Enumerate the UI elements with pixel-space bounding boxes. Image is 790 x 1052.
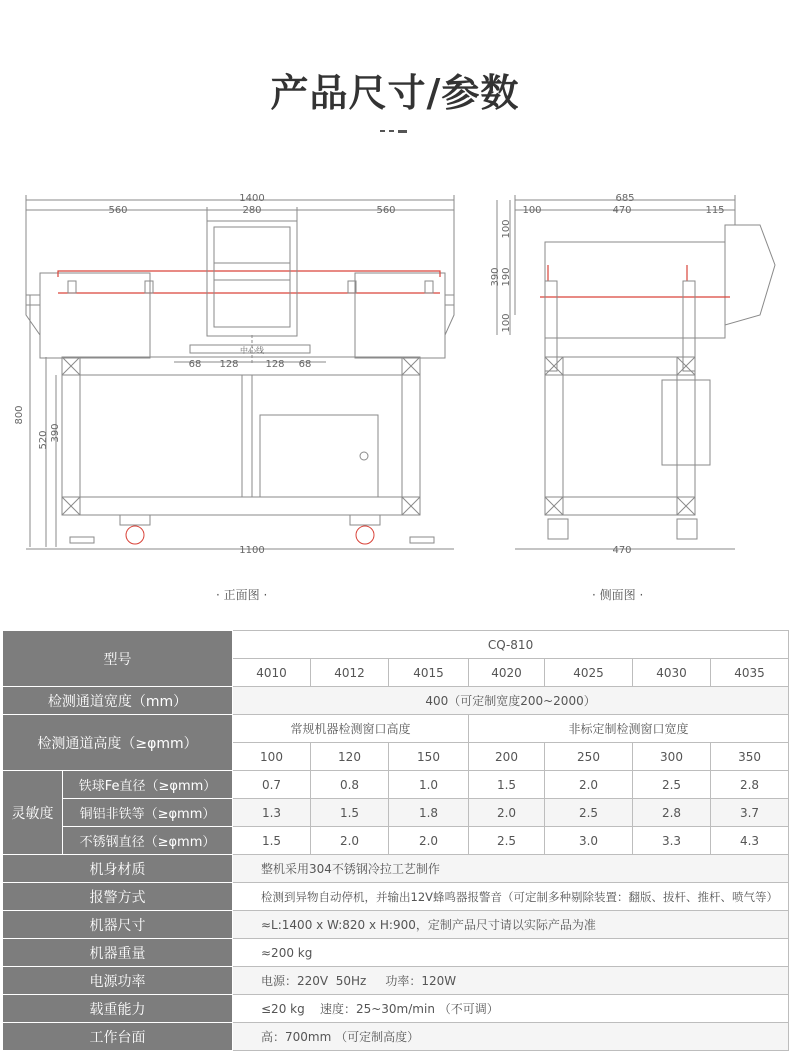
alarm-value: 检测到异物自动停机，并输出12V蜂鸣器报警音（可定制多种剔除装置：翻版、拔杆、推杆、喷气等）	[233, 883, 789, 911]
dim-128-left: 128	[219, 359, 239, 370]
dim-center-line: 中心线	[240, 346, 264, 355]
sens-cell: 2.8	[633, 799, 711, 827]
spec-table	[2, 630, 789, 1051]
sens-ss-label: 不锈钢直径（≥φmm）	[63, 827, 233, 855]
table-height-value: 高：700mm （可定制高度）	[233, 1023, 789, 1051]
height-cell: 250	[545, 743, 633, 771]
sens-fe-label: 铁球Fe直径（≥φmm）	[63, 771, 233, 799]
height-regular-label: 常规机器检测窗口高度	[233, 715, 469, 743]
model-4015: 4015	[389, 659, 469, 687]
channel-width-value: 400（可定制宽度200~2000）	[233, 687, 789, 715]
model-4010: 4010	[233, 659, 311, 687]
dim-side-h-total: 390	[490, 267, 501, 287]
dim-side-base: 470	[612, 545, 632, 556]
model-4012: 4012	[311, 659, 389, 687]
sens-cell: 1.0	[389, 771, 469, 799]
sens-cell: 3.7	[711, 799, 789, 827]
weight-value: ≈200 kg	[233, 939, 789, 967]
dim-side-h-mid: 190	[501, 267, 512, 287]
height-cell: 150	[389, 743, 469, 771]
sens-cell: 2.0	[311, 827, 389, 855]
model-4035: 4035	[711, 659, 789, 687]
model-4030: 4030	[633, 659, 711, 687]
sens-cell: 2.8	[711, 771, 789, 799]
material-label: 机身材质	[3, 855, 233, 883]
height-custom-label: 非标定制检测窗口宽度	[469, 715, 789, 743]
sensitivity-label: 灵敏度	[3, 771, 63, 855]
load-label: 载重能力	[3, 995, 233, 1023]
sens-cell: 4.3	[711, 827, 789, 855]
power-value: 电源：220V 50Hz 功率：120W	[233, 967, 789, 995]
sens-cell: 2.5	[633, 771, 711, 799]
sens-cell: 0.7	[233, 771, 311, 799]
sens-cell: 1.8	[389, 799, 469, 827]
sens-cell: 3.3	[633, 827, 711, 855]
dim-height-total: 800	[14, 405, 25, 425]
sens-cell: 1.5	[233, 827, 311, 855]
dim-side-h-top: 100	[501, 219, 512, 239]
height-cell: 120	[311, 743, 389, 771]
size-value: ≈L:1400 x W:820 x H:900，定制产品尺寸请以实际产品为准	[233, 911, 789, 939]
sens-cell: 1.5	[311, 799, 389, 827]
dim-height-low: 390	[50, 423, 61, 443]
model-value: CQ-810	[233, 631, 789, 659]
sens-cell: 1.3	[233, 799, 311, 827]
sens-cell: 0.8	[311, 771, 389, 799]
dim-side-right: 115	[705, 205, 725, 216]
dim-base-width: 1100	[239, 545, 265, 556]
dim-window-width: 280	[242, 205, 262, 216]
channel-height-label: 检测通道高度（≥φmm）	[3, 715, 233, 771]
dim-side-overall: 685	[615, 193, 635, 204]
dim-side-mid: 470	[612, 205, 632, 216]
size-label: 机器尺寸	[3, 911, 233, 939]
dim-right-width: 560	[376, 205, 396, 216]
front-view-caption: · 正面图 ·	[216, 588, 268, 602]
dim-68-left: 68	[188, 359, 202, 370]
height-cell: 200	[469, 743, 545, 771]
sens-cell: 2.5	[545, 799, 633, 827]
dim-128-right: 128	[265, 359, 285, 370]
height-cell: 350	[711, 743, 789, 771]
page-title: 产品尺寸/参数	[270, 70, 520, 115]
dim-overall-width: 1400	[239, 193, 265, 204]
sens-cell: 2.0	[469, 799, 545, 827]
sens-cell: 1.5	[469, 771, 545, 799]
model-4020: 4020	[469, 659, 545, 687]
sens-nonfe-label: 铜铝非铁等（≥φmm）	[63, 799, 233, 827]
table-height-label: 工作台面	[3, 1023, 233, 1051]
load-value: ≤20 kg 速度：25~30m/min （不可调）	[233, 995, 789, 1023]
title-divider	[380, 130, 410, 133]
sens-cell: 3.0	[545, 827, 633, 855]
model-label: 型号	[3, 631, 233, 687]
dimension-drawing	[0, 185, 790, 565]
sens-cell: 2.0	[389, 827, 469, 855]
sens-cell: 2.5	[469, 827, 545, 855]
power-label: 电源功率	[3, 967, 233, 995]
side-view-caption: · 侧面图 ·	[592, 588, 644, 602]
height-cell: 100	[233, 743, 311, 771]
dim-left-width: 560	[108, 205, 128, 216]
sens-cell: 2.0	[545, 771, 633, 799]
weight-label: 机器重量	[3, 939, 233, 967]
height-cell: 300	[633, 743, 711, 771]
dim-side-left: 100	[522, 205, 542, 216]
dim-side-h-bottom: 100	[501, 313, 512, 333]
model-4025: 4025	[545, 659, 633, 687]
material-value: 整机采用304不锈钢冷拉工艺制作	[233, 855, 789, 883]
alarm-label: 报警方式	[3, 883, 233, 911]
channel-width-label: 检测通道宽度（mm）	[3, 687, 233, 715]
dim-height-mid: 520	[38, 430, 49, 450]
dim-68-right: 68	[298, 359, 312, 370]
